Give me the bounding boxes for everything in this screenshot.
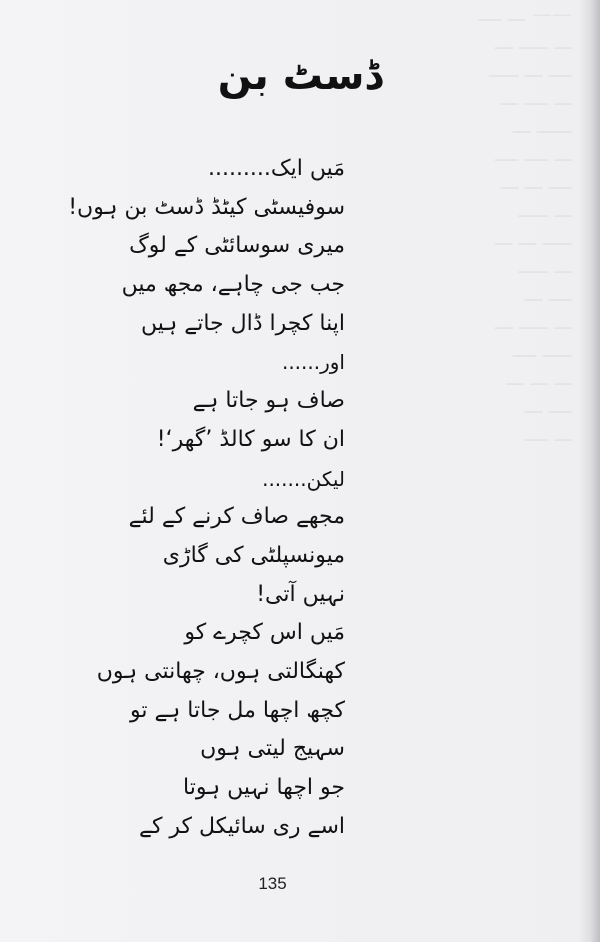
poem-line: میری سوسائٹی کے لوگ bbox=[129, 233, 345, 259]
poem-line: کچھ اچھا مل جاتا ہے تو bbox=[130, 697, 345, 723]
poem-line: مَیں ایک......... bbox=[207, 156, 345, 181]
poem-line: جب جی چاہے، مجھ میں bbox=[121, 272, 345, 298]
poem-line: مجھے صاف کرنے کے لئے bbox=[128, 504, 345, 530]
page-binding-shadow bbox=[578, 0, 600, 942]
poem-line: ان کا سو کالڈ ’گھر‘! bbox=[156, 426, 345, 452]
poem-line: اور...... bbox=[281, 350, 345, 375]
reverse-side-show-through: —— ـــ ــــ ـــ ـــــ ـــ ــــ ـــ ـــــ ـــ ــــ ـــ ــــــ ـــ ـــ ــــ ــــ ــــ ـــ ـــ ـــ ـــــ ـــــ ـــ ـــ ـــ ـــــ ــــ ـــ ـــ ـــــ ـــ ـــــ ــــ ـــ ـــ ـــ ــــ ـــ ـــ ــــ bbox=[478, 2, 572, 446]
poem-line: صاف ہو جاتا ہے bbox=[192, 388, 345, 414]
poem-line: کھنگالتی ہوں، چھانتی ہوں bbox=[96, 658, 345, 684]
poem-line: نہیں آتی! bbox=[256, 581, 345, 607]
poem-line: سوفیسٹی کیٹڈ ڈسٹ بن ہوں! bbox=[68, 194, 345, 220]
poem-line: اپنا کچرا ڈال جاتے ہیں bbox=[141, 310, 345, 336]
poem-title: ڈسٹ بن bbox=[217, 53, 383, 99]
poem-line: میونسپلٹی کی گاڑی bbox=[162, 542, 345, 568]
poem-line: اسے ری سائیکل کر کے bbox=[139, 813, 345, 839]
poem-line: جو اچھا نہیں ہوتا bbox=[183, 775, 345, 800]
poem-line: لیکن....... bbox=[262, 466, 345, 491]
poem-body bbox=[15, 150, 345, 846]
page-number: 135 bbox=[258, 874, 287, 893]
poem-line: مَیں اس کچرے کو bbox=[184, 620, 345, 646]
poem-line: سہیج لیتی ہوں bbox=[200, 736, 345, 762]
